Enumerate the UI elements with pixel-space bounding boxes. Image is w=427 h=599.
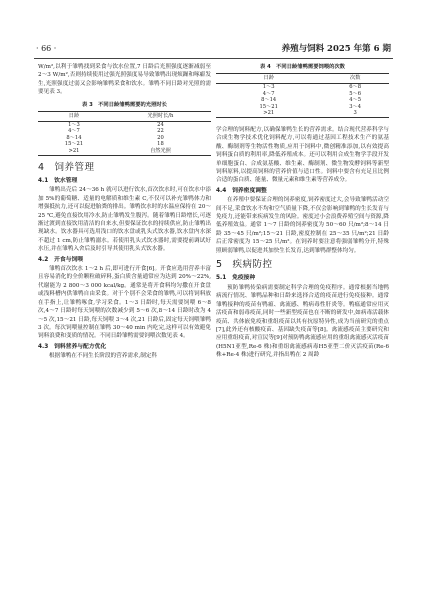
section-heading-4: 4 饲养管理 (38, 161, 95, 173)
right-column (216, 63, 389, 360)
table4-cell: 8～14 (261, 97, 277, 104)
table4-header: 日龄 (216, 74, 321, 84)
table4-cell: 5～6 (349, 90, 362, 97)
subsection-heading-4-3: 4.3 饲料营养与配方优化 (38, 343, 107, 350)
paragraph-4-4: 在养殖中要保证合理的饲养密度,饲养密度过大,会导致雏鸭活动空间不足,采食饮水不均和空气质量下降,不仅会影响到雏鸭的生长发育与免疫力,还能带来疾病发生的风险。密度过小会浪费养殖空间与资源,降低养殖效益。通常 1～7 日龄的饲养密度为 50～60 只/m²;8～14 日龄 35～45 只/m²;15～21 日龄,密度控制在 25～35 只/m²;21 日龄后正常密度为 15～25 只/m²。在饲养时要注意将强弱雏鸭分开,特殊照顾弱雏鸭,以促进其加快生长发育,达到雏鸭群整体均匀。 (216, 197, 389, 254)
paragraph-4-3: 根据雏鸭在不同生长阶段的营养需求,制定科 (49, 353, 158, 360)
table3-cell: 4～7 (68, 128, 80, 135)
table3-cell: 24 (157, 121, 164, 128)
table4-cell: 4～7 (262, 90, 275, 97)
paragraph-5-1: 预防雏鸭传染病需要制定科学合理的免疫程序。通常根据当地鸭病流行情况、雏鸭品种和日龄来选择合适的疫苗进行免疫接种。通常雏鸭接种的疫苗有鸭瘟、禽流感、鸭病毒性肝炎等。鸭瘟通常应用灭活疫苗和弱毒疫苗,同时一些新型疫苗也在不断的研发中,如病毒活载体疫苗、共体嵌免疫和重组疫苗以其有抗原特异性,成为当前研究的重点[7],此外还有核酸疫苗、基因缺失疫苗等[8]。禽流感疫苗主要研究和应用重组疫苗,对宣民等[9]对预防鸭禽流感应用的重组禽流感灭活疫苗(H5N1亚型,Re-6 株)和重组禽流感病毒H5亚型二价灭活疫苗(Re-6 株+Re-4 株)进行研究,并指出鸭在 2 周龄 (216, 284, 389, 359)
table4-header: 次数 (321, 74, 389, 84)
table3-cell: 18 (157, 141, 164, 148)
paragraph-4-2: 雏鸭首次饮水 1～2 h 后,即可进行开食[6]。开食应选用营养丰富且容易消化的全价颗粒破碎料,蛋白质含量通常应为达到 20%～22%,代谢能为 2 800～3 000 kcal/kg。通常是将开食料均匀撒在开食盘或浅料槽内供雏鸭自由采食。对于个别不会采食的雏鸭,可以将饲料放在手指上,让雏鸭啄食,学习采食。1～3 日龄时,每天需要饲喂 6～8 次,4～7 日龄时每天饲喂的次数减少到 5～6 次,8～14 日龄时改为 4～5 次,15～21 日龄,每天饲喂 3～4 次,21 日龄后,固定每天饲喂雏鸭 3 次。每次饲喂量控制在雏鸭 30～40 min 内吃完,这样可以有效避免饲料浪费和变质的情况。不同日龄雏鸭需要饲喂次数见表 4。 (38, 266, 211, 340)
table-row (38, 121, 211, 128)
table3-cell: 15～21 (64, 141, 84, 148)
left-column (38, 63, 211, 361)
subsection-heading-4-4: 4.4 饲养密度调整 (216, 187, 267, 194)
journal-title: 养殖与饲料 2025 年第 6 期 (281, 44, 391, 54)
table-row (216, 104, 389, 111)
table-row (38, 141, 211, 148)
table3-caption: 表 3 不同日龄雏鸭需要的光照时长 (82, 101, 167, 108)
table-row (216, 110, 389, 117)
subsection-heading-4-1: 4.1 饮水管理 (38, 178, 78, 184)
table4-cell: 3 (321, 110, 389, 117)
table-row (216, 97, 389, 104)
table3-header: 日龄 (38, 112, 110, 122)
table3 (38, 111, 211, 156)
table4-cell: 4～5 (349, 97, 362, 104)
paragraph-4-1: 雏鸭出壳后 24～36 h 就可以进行饮水,首次饮水时,可在饮水中添加 5%的葡萄糖、适量的电解质和维生素 C,不仅可以补充雏鸭体力和增强抵抗力,还可以促进胎粪的排出。雏鸭饮水时的水温应保持在 20～25 ℃,避免直接饮用冷水,防止雏鸭发生腹泻。随着雏鸭日龄增长,可逐渐过渡到直接饮用清洁的自来水,但要保证饮水的持续供应,防止雏鸭出现缺水。饮水器具可选用浅口的饮水盘或乳头式饮水器,饮水盘内水深不超过 1 cm,防止雏鸭溺水。若使用乳头式饮水器时,需要提前调试好水压,并在雏鸭入舍后及时引导其使用乳头式饮水器。 (38, 187, 211, 253)
table4-cell: 6～8 (349, 84, 362, 90)
header-rule (34, 58, 393, 59)
table3-header: 光照时长/h (110, 112, 211, 122)
table4-caption: 表 4 不同日龄雏鸭需要饲喂的次数 (260, 64, 345, 70)
table-row (38, 135, 211, 142)
section-heading-5: 5 疾病防控 (216, 259, 273, 271)
intro-paragraph: W/m²,以利于雏鸭找到采食与饮水位置,7 日龄后光照强度逐渐减弱至2～3 W/m²,否则持续使用过强光照强度易导致雏鸭出现烦躁和啄癖发生,光照强度过弱又会影响雏鸭采食和饮水。雏鸭不同日龄对光照的需要见表 3。 (38, 64, 211, 96)
subsection-heading-5-1: 5.1 免疫接种 (216, 275, 256, 282)
table-row (38, 128, 211, 135)
table4-cell: 3～4 (349, 103, 362, 110)
table3-cell: >21 (38, 148, 110, 155)
table-row (38, 148, 211, 155)
table-row (216, 84, 389, 91)
table3-cell: 20 (157, 134, 164, 141)
subsection-heading-4-2: 4.2 开食与饲喂 (38, 256, 84, 263)
page-number: · 66 · (36, 44, 57, 53)
table-row (216, 91, 389, 98)
table3-cell: 1～3 (68, 121, 80, 128)
continued-paragraph: 学合理的饲料配方,以确保雏鸭生长的营养需求。结合现代营养科学与合成生物学技术优化饲料配方,可以将通过基因工程技术生产的氨基酸、酶制剂等生物活性物质,应用于饲料中,微创精准添加,以有效提高饲料蛋白质的利用率,降低养殖成本。还可以利用合成生物学手段开发单细胞蛋白、合成氨基酸、维生素、酶制剂、微生物发酵饲料等新型饲料原料,以提高饲料的营养价值与适口性。饲料中要含有充足且比例合适的蛋白质、能量、微量元素和维生素等营养成分。 (216, 126, 389, 184)
table4-cell: 1～3 (262, 84, 275, 90)
table4-cell: >21 (216, 110, 321, 117)
table4 (216, 73, 389, 118)
table4-cell: 15～21 (259, 103, 278, 110)
table3-cell: 8～14 (66, 134, 82, 141)
table3-cell: 22 (157, 128, 164, 135)
table3-cell: 自然光照 (110, 148, 211, 155)
